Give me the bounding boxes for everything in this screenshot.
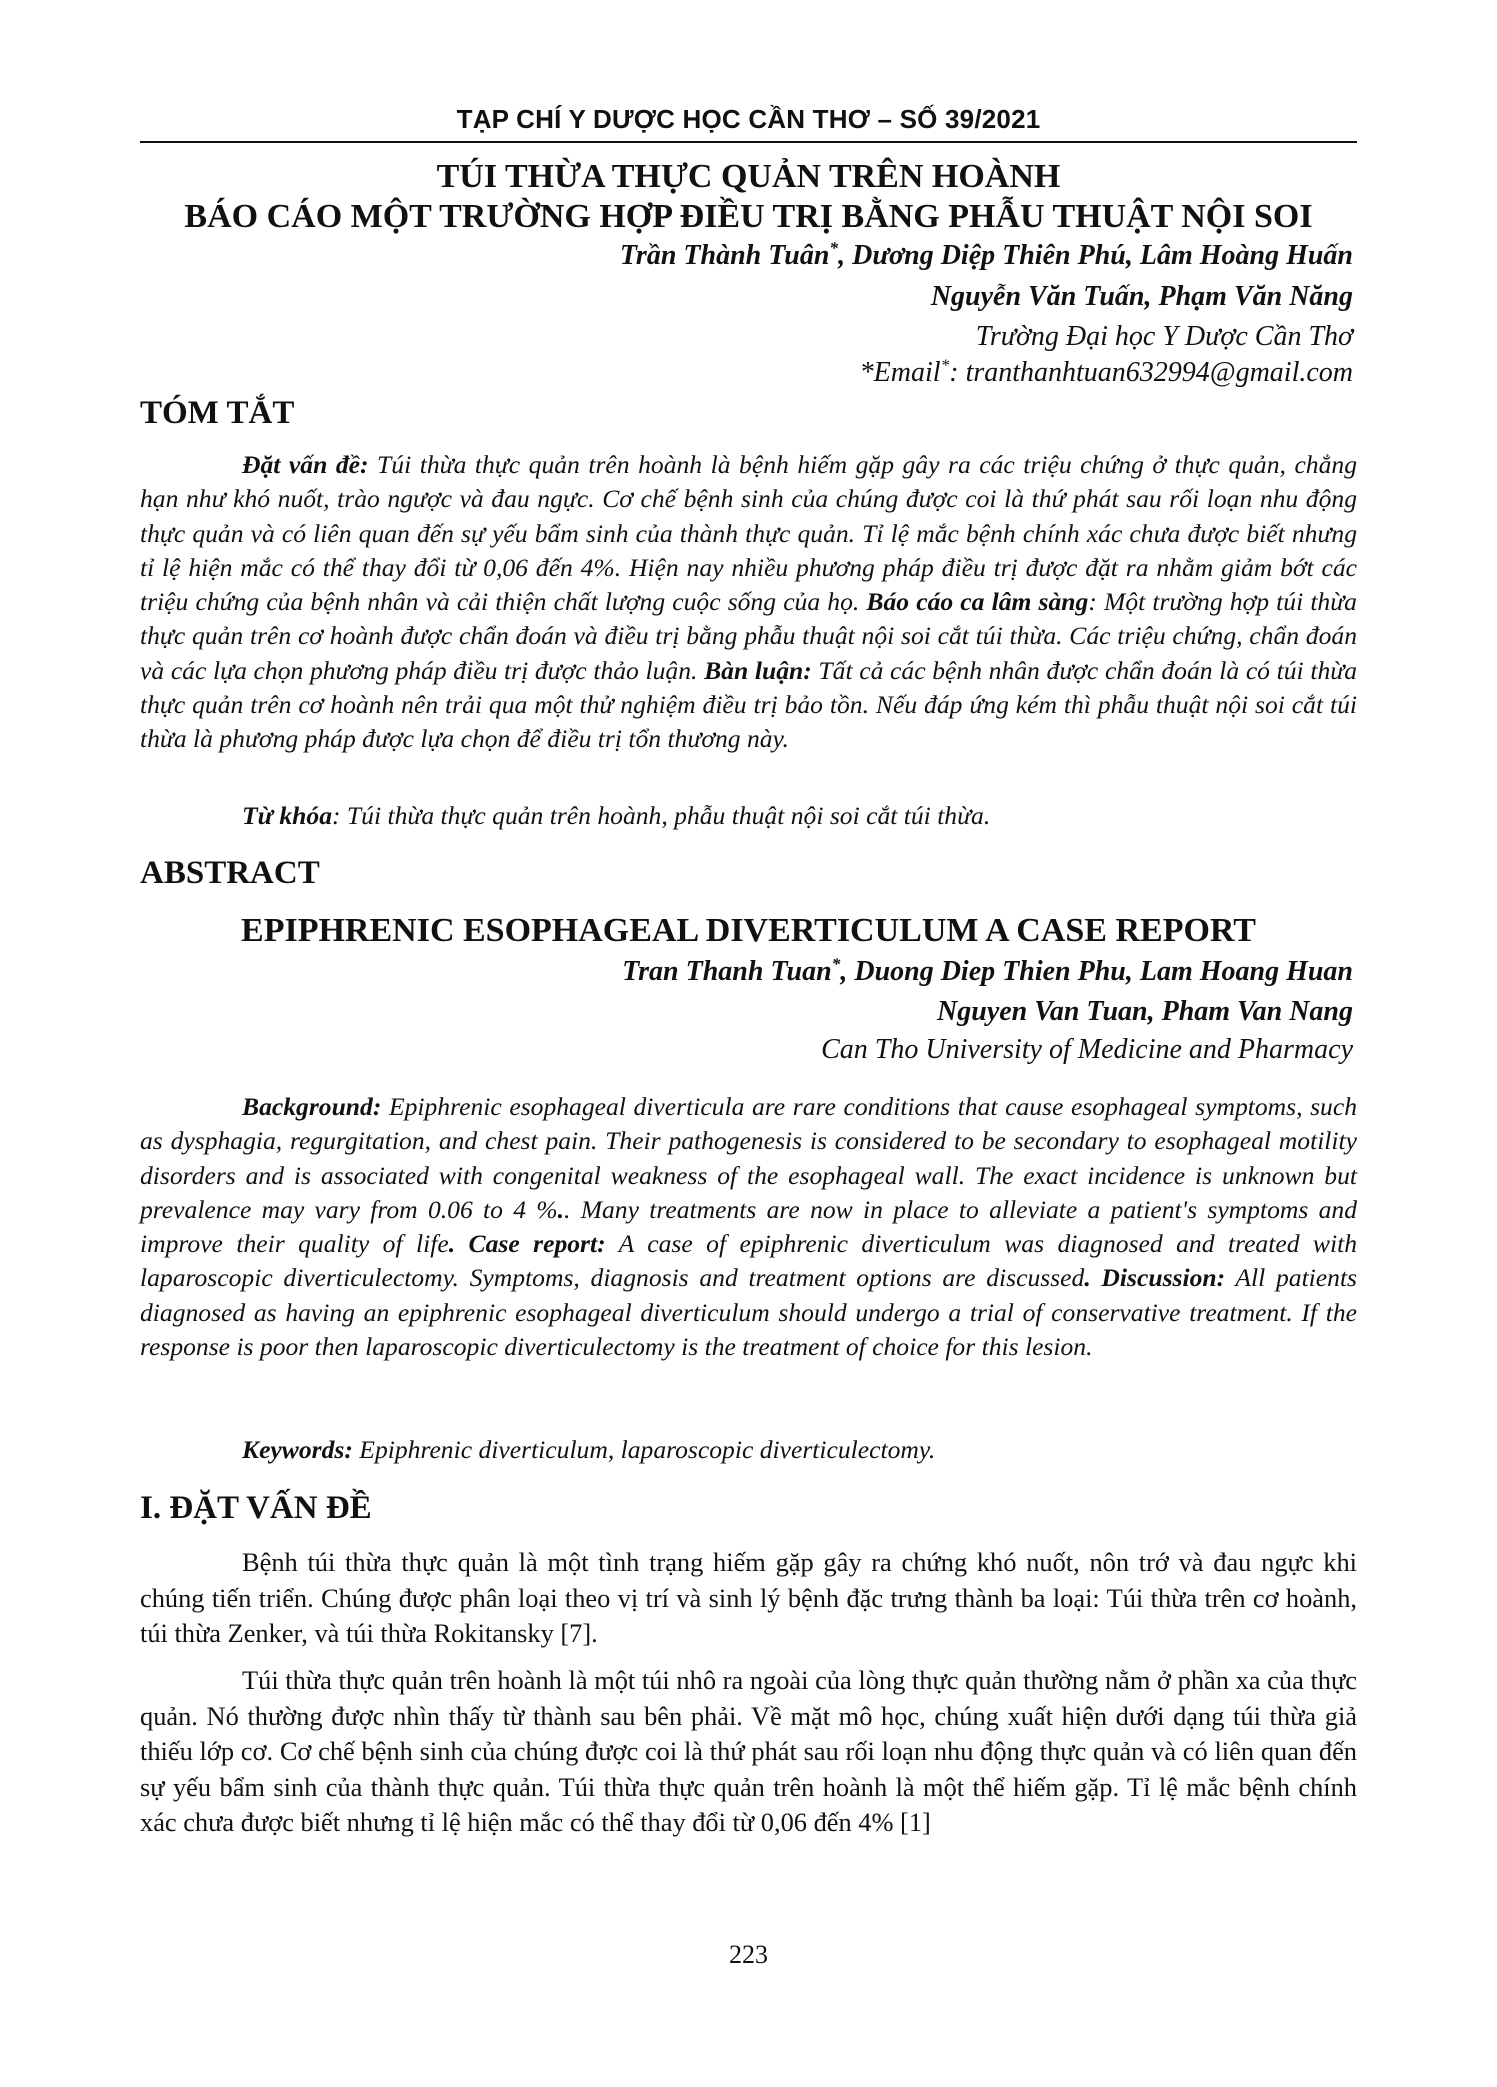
summary-discussion-label: Bàn luận: xyxy=(704,655,812,685)
corresponding-mark-vi: * xyxy=(829,238,839,258)
affiliation-vi: Trường Đại học Y Dược Cần Thơ xyxy=(975,321,1353,352)
email-line xyxy=(860,355,1353,391)
summary-background-label: Đặt vấn đề: xyxy=(242,450,369,479)
author-first-en: Tran Thanh Tuan xyxy=(622,956,832,987)
abstract-case-text: A case of epiphrenic diverticulum was diagnosed and treated with laparoscopic diverticulectomy. Symptoms, diagnosis and treatment options are discussed xyxy=(140,1229,1358,1293)
summary-case-text: : Một trường hợp túi thừa thực quản trên cơ hoành được chẩn đoán và điều trị bằng phẫu thuật nội soi cắt túi thừa. Các triệu chứng, chẩn đoán và các lựa chọn phương pháp điều trị được thảo luận. xyxy=(140,587,1357,685)
abstract-background-tail: . Many treatments are now in place to alleviate a patient's symptoms and improve their quality of life xyxy=(140,1194,1357,1259)
authors-en-line2: Nguyen Van Tuan, Pham Van Nang xyxy=(937,996,1353,1027)
abstract-heading: ABSTRACT xyxy=(140,855,320,891)
summary-vi-heading: TÓM TẮT xyxy=(140,395,295,431)
abstract-background-text: Epiphrenic esophageal diverticula are rare conditions that cause esophageal symptoms, such as dysphagia, regurgitation, and chest pain. Their pathogenesis is considered to be secondary to esophageal motility disorders and is associated with congenital weakness of the esophageal wall. The exact incidence is unknown but prevalence may vary from 0.06 to 4 % xyxy=(140,1092,1357,1224)
authors-en-line1 xyxy=(622,954,1353,990)
summary-keywords xyxy=(140,799,1357,833)
authors-vi-line2: Nguyễn Văn Tuấn, Phạm Văn Năng xyxy=(930,281,1353,312)
journal-header: TẠP CHÍ Y DƯỢC HỌC CẦN THƠ – SỐ 39/2021 xyxy=(456,104,1041,134)
header-rule xyxy=(140,141,1357,143)
abstract-keywords xyxy=(140,1433,1357,1467)
author-first-vi: Trần Thành Tuân xyxy=(619,240,830,271)
abstract-keywords-text: Epiphrenic diverticulum, laparoscopic diverticulectomy. xyxy=(352,1435,936,1464)
authors-vi-line1 xyxy=(620,238,1353,274)
summary-vi-paragraph xyxy=(140,448,1357,757)
summary-keywords-text: : Túi thừa thực quản trên hoành, phẫu thuật nội soi cắt túi thừa. xyxy=(332,801,991,830)
authors-en-rest: , Duong Diep Thien Phu, Lam Hoang Huan xyxy=(840,956,1353,987)
title-vi-line2: BÁO CÁO MỘT TRƯỜNG HỢP ĐIỀU TRỊ BẰNG PHẪU THUẬT NỘI SOI xyxy=(184,198,1313,235)
affiliation-en: Can Tho University of Medicine and Pharmacy xyxy=(821,1034,1353,1065)
summary-background-text: Túi thừa thực quản trên hoành là bệnh hiếm gặp gây ra các triệu chứng ở thực quản, chẳng hạn như khó nuốt, trào ngược và đau ngực. Cơ chế bệnh sinh của chúng được coi là thứ phát sau rối loạn nhu động thực quản và có liên quan đến sự yếu bẩm sinh của thành thực quản. Tỉ lệ mắc bệnh chính xác chưa được biết nhưng tỉ lệ hiện mắc có thể thay đổi từ 0,06 đến 4%. Hiện nay nhiều phương pháp điều trị được đặt ra nhằm giảm bớt các triệu chứng của bệnh nhân và cải thiện chất lượng cuộc sống của họ. xyxy=(140,450,1357,617)
section1-heading: I. ĐẶT VẤN ĐỀ xyxy=(140,1490,372,1526)
abstract-discussion-text: All patients diagnosed as having an epiphrenic esophageal diverticulum should undergo a trial of conservative treatment. If the response is poor then laparoscopic diverticulectomy is the treatment of choice for this lesion. xyxy=(140,1263,1358,1362)
title-vi-line1: TÚI THỪA THỰC QUẢN TRÊN HOÀNH xyxy=(436,158,1061,195)
corresponding-mark-en: * xyxy=(831,954,841,974)
abstract-keywords-label: Keywords: xyxy=(242,1435,353,1464)
summary-discussion-text: Tất cả các bệnh nhân được chẩn đoán là có túi thừa thực quản trên cơ hoành nên trải qua một thử nghiệm điều trị bảo tồn. Nếu đáp ứng kém thì phẫu thuật nội soi cắt túi thừa là phương pháp được lựa chọn để điều trị tổn thương này. xyxy=(140,655,1357,754)
section1-paragraph2: Túi thừa thực quản trên hoành là một túi nhô ra ngoài của lòng thực quản thường nằm ở phần xa của thực quản. Nó thường được nhìn thấy từ thành sau bên phải. Về mặt mô học, chúng xuất hiện dưới dạng túi thừa giả thiếu lớp cơ. Cơ chế bệnh sinh của chúng được coi là thứ phát sau rối loạn nhu động thực quản và có liên quan đến sự yếu bẩm sinh của thành thực quản. Túi thừa thực quản trên hoành là một thể hiếm gặp. Tỉ lệ mắc bệnh chính xác chưa được biết nhưng tỉ lệ hiện mắc có thể thay đổi từ 0,06 đến 4% [1] xyxy=(140,1665,1357,1838)
email-address: : tranthanhtuan632994@gmail.com xyxy=(949,357,1353,388)
email-prefix: *Email xyxy=(859,357,941,388)
summary-keywords-label: Từ khóa xyxy=(242,801,332,830)
abstract-discussion-label: . Discussion: xyxy=(1084,1263,1226,1293)
title-en: EPIPHRENIC ESOPHAGEAL DIVERTICULUM A CASE REPORT xyxy=(241,912,1256,949)
page-number: 223 xyxy=(729,1940,768,1969)
abstract-background-label: Background: xyxy=(242,1092,382,1121)
abstract-en-paragraph: Background: Epiphrenic esophageal diverticula are rare conditions that cause esophageal symptoms, such as dysphagia, regurgitation, and chest pain. Their pathogenesis is considered to be secondary to esophageal motility disorders and is associated with congenital weakness of the esophageal wall. The exact incidence is unknown but prevalence may vary from 0.06 to 4 %.. Many treatments are now in place to alleviate a patient's symptoms and improve their quality of life. Case report: A case of epiphrenic diverticulum was diagnosed and treated with laparoscopic diverticulectomy. Symptoms, diagnosis and treatment options are discussed. Discussion: All patients diagnosed as having an epiphrenic esophageal diverticulum should undergo a trial of conservative treatment. If the response is poor then laparoscopic diverticulectomy is the treatment of choice for this lesion. xyxy=(140,1092,1358,1362)
summary-case-label: Báo cáo ca lâm sàng xyxy=(866,587,1089,617)
abstract-case-label: . Case report: xyxy=(448,1229,606,1259)
authors-vi-rest: , Dương Diệp Thiên Phú, Lâm Hoàng Huấn xyxy=(838,240,1353,271)
section1-paragraph1: Bệnh túi thừa thực quản là một tình trạng hiếm gặp gây ra chứng khó nuốt, nôn trớ và đau ngực khi chúng tiến triển. Chúng được phân loại theo vị trí và sinh lý bệnh đặc trưng thành ba loại: Túi thừa trên cơ hoành, túi thừa Zenker, và túi thừa Rokitansky [7]. xyxy=(140,1547,1357,1649)
email-mark: * xyxy=(940,355,950,375)
